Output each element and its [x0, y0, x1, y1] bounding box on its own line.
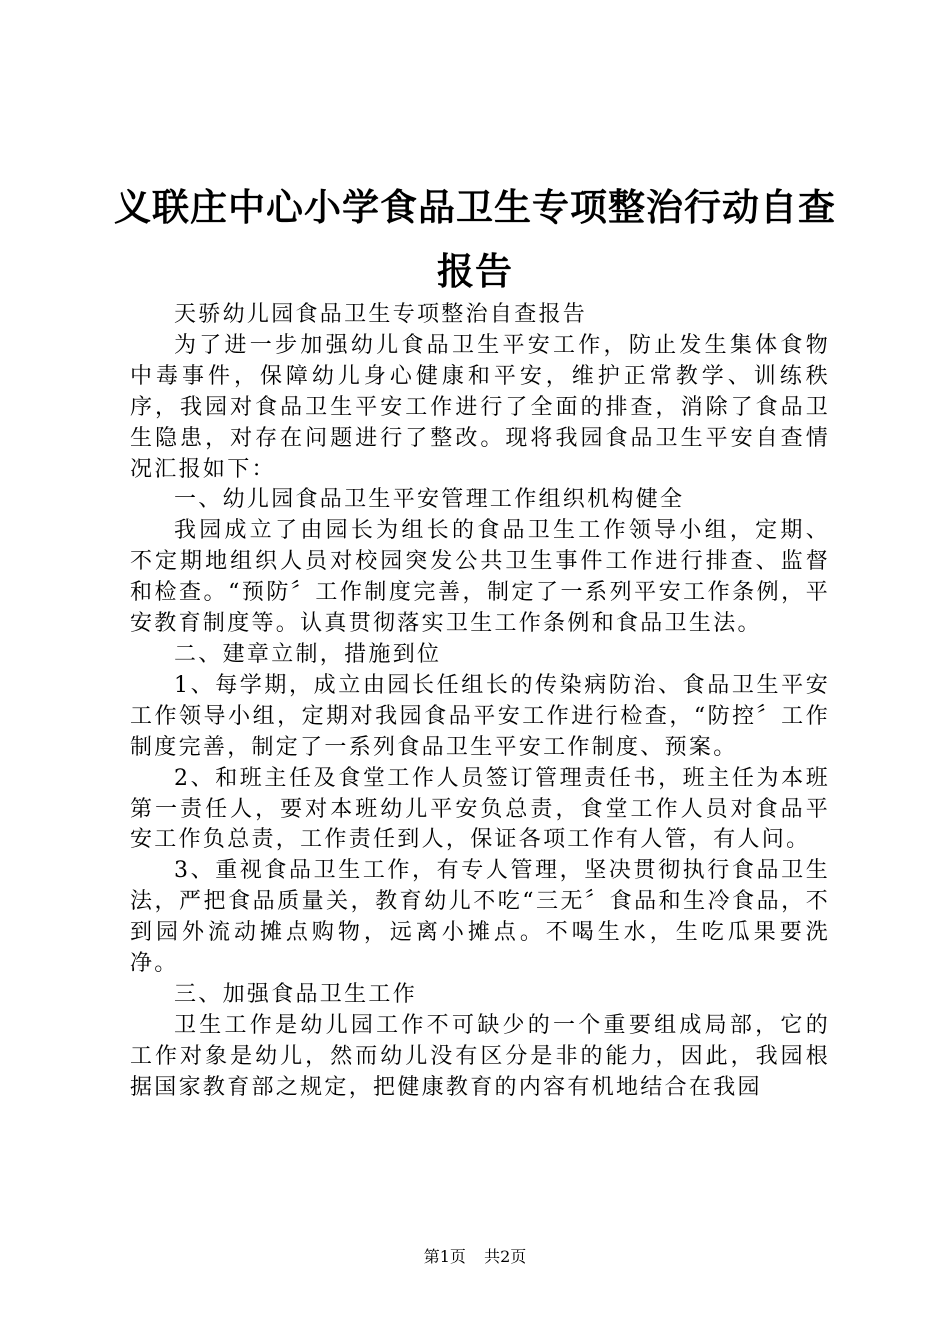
document-body	[130, 300, 830, 1104]
section-heading-3: 三、加强食品卫生工作	[174, 981, 418, 1007]
paragraph-section-1: 我园成立了由园长为组长的食品卫生工作领导小组，定期、不定期地组织人员对校园突发公共卫生事件工作进行排查、监督和检查。“预防〞工作制度完善，制定了一系列平安工作条例，平安教育制度等。认真贯彻落实卫生工作条例和食品卫生法。	[130, 518, 830, 637]
paragraph-subtitle: 天骄幼儿园食品卫生专项整治自查报告	[174, 302, 588, 327]
section-heading-1: 一、幼儿园食品卫生平安管理工作组织机构健全	[174, 487, 685, 513]
paragraph-item-3: 3、重视食品卫生工作，有专人管理，坚决贯彻执行食品卫生法，严把食品质量关，教育幼儿不吃“三无〞食品和生冷食品，不到园外流动摊点购物，远离小摊点。不喝生水，生吃瓜果要洗净。	[130, 858, 830, 977]
paragraph-intro: 为了进一步加强幼儿食品卫生平安工作，防止发生集体食物中毒事件，保障幼儿身心健康和平安，维护正常教学、训练秩序，我园对食品卫生平安工作进行了全面的排查，消除了食品卫生隐患，对存在问题进行了整改。现将我园食品卫生平安自查情况汇报如下：	[130, 332, 830, 482]
document-title: 义联庄中心小学食品卫生专项整治行动自查报告	[114, 186, 836, 293]
section-heading-2: 二、建章立制，措施到位	[174, 641, 442, 667]
paragraph-section-3: 卫生工作是幼儿园工作不可缺少的一个重要组成局部，它的工作对象是幼儿，然而幼儿没有区分是非的能力，因此，我园根据国家教育部之规定，把健康教育的内容有机地结合在我园	[130, 1012, 830, 1100]
page-footer	[0, 1244, 950, 1267]
page-total: 共2页	[484, 1247, 527, 1266]
page-number: 第1页	[423, 1247, 466, 1266]
paragraph-item-1: 1、每学期，成立由园长任组长的传染病防治、食品卫生平安工作领导小组，定期对我园食品平安工作进行检查，“防控〞工作制度完善，制定了一系列食品卫生平安工作制度、预案。	[130, 672, 830, 760]
paragraph-item-2: 2、和班主任及食堂工作人员签订管理责任书，班主任为本班第一责任人，要对本班幼儿平安负总责，食堂工作人员对食品平安工作负总责，工作责任到人，保证各项工作有人管，有人问。	[130, 765, 830, 853]
